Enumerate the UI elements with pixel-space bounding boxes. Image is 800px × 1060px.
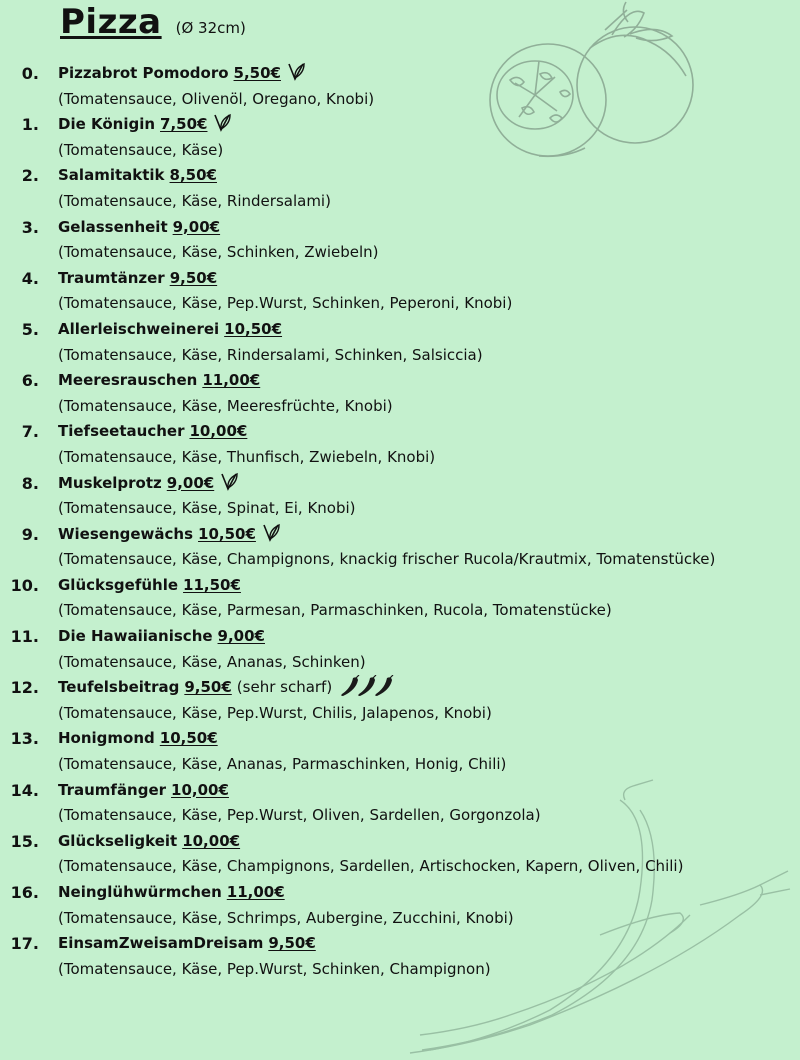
vegetarian-leaf-icon (218, 471, 240, 493)
item-name: Meeresrauschen (58, 371, 198, 390)
item-price: 11,50€ (183, 575, 241, 594)
item-description: (Tomatensauce, Käse, Parmesan, Parmaschinken, Rucola, Tomatenstücke) (58, 601, 612, 620)
list-item (0, 624, 800, 675)
item-number: 0. (21, 64, 39, 83)
list-item (0, 215, 800, 266)
item-number: 12. (10, 678, 39, 698)
item-name: Pizzabrot Pomodoro (58, 64, 229, 82)
item-number: 15. (10, 831, 39, 851)
item-number: 14. (10, 780, 39, 800)
item-description: (Tomatensauce, Käse) (58, 140, 224, 159)
item-number: 4. (21, 268, 39, 288)
item-number: 13. (10, 729, 39, 749)
item-description: (Tomatensauce, Käse, Schrimps, Aubergine, Zucchini, Knobi) (58, 908, 514, 927)
item-name: Die Hawaiianische (58, 627, 213, 646)
item-price: 10,50€ (198, 524, 256, 543)
item-price: 11,00€ (202, 371, 261, 390)
item-description: (Tomatensauce, Käse, Ananas, Schinken) (58, 652, 366, 671)
list-item (0, 317, 800, 368)
item-name: Allerleischweinerei (58, 319, 220, 338)
item-name: Honigmond (58, 729, 155, 748)
pizza-size-note: (Ø 32cm) (175, 19, 246, 37)
list-item (0, 61, 800, 112)
item-description: (Tomatensauce, Käse, Pep.Wurst, Chilis, Jalapenos, Knobi) (58, 703, 492, 722)
menu-header (60, 2, 246, 42)
item-description: (Tomatensauce, Käse, Spinat, Ei, Knobi) (58, 499, 356, 518)
item-description: (Tomatensauce, Käse, Schinken, Zwiebeln) (58, 243, 379, 262)
item-name: Traumtänzer (58, 268, 165, 287)
item-price: 9,50€ (184, 678, 232, 697)
item-price: 11,00€ (226, 883, 285, 901)
list-item (0, 163, 800, 214)
item-name: Tiefseetaucher (58, 422, 185, 441)
item-number: 17. (10, 934, 39, 954)
item-description: (Tomatensauce, Käse, Champignons, Sardellen, Artischocken, Kapern, Oliven, Chili) (58, 857, 684, 876)
item-description: (Tomatensauce, Olivenöl, Oregano, Knobi) (58, 89, 375, 108)
item-price: 10,00€ (182, 831, 241, 850)
item-name: Gelassenheit (58, 217, 168, 236)
item-description: (Tomatensauce, Käse, Thunfisch, Zwiebeln, Knobi) (58, 447, 436, 466)
item-price: 9,50€ (169, 268, 218, 287)
item-description: (Tomatensauce, Käse, Pep.Wurst, Schinken, Peperoni, Knobi) (58, 294, 513, 313)
item-price: 10,50€ (159, 729, 218, 748)
list-item (0, 778, 800, 829)
list-item (0, 419, 800, 470)
list-item (0, 112, 800, 163)
item-name: Salamitaktik (58, 166, 165, 185)
list-item (0, 471, 800, 522)
list-item (0, 266, 800, 317)
item-description: (Tomatensauce, Käse, Pep.Wurst, Schinken, Champignon) (58, 959, 491, 978)
item-description: (Tomatensauce, Käse, Ananas, Parmaschinken, Honig, Chili) (58, 755, 507, 774)
pizza-menu-list (0, 61, 800, 982)
item-description: (Tomatensauce, Käse, Rindersalami) (58, 191, 331, 210)
item-number: 11. (10, 627, 39, 647)
item-price: 9,00€ (166, 473, 215, 492)
item-price: 5,50€ (233, 64, 281, 82)
item-number: 6. (21, 371, 39, 391)
item-name: Glückseligkeit (58, 831, 178, 850)
item-name: Muskelprotz (58, 473, 162, 492)
item-name: Die Königin (58, 115, 156, 134)
list-item (0, 573, 800, 624)
item-number: 16. (10, 883, 39, 902)
item-number: 1. (21, 115, 39, 135)
item-price: 8,50€ (169, 166, 217, 185)
item-price: 10,00€ (171, 780, 229, 799)
item-name: Neinglühwürmchen (58, 883, 222, 901)
list-item (0, 522, 800, 573)
item-number: 10. (10, 575, 39, 595)
vegetarian-leaf-icon (260, 522, 282, 544)
item-price: 9,50€ (268, 934, 316, 953)
item-description: (Tomatensauce, Käse, Pep.Wurst, Oliven, Sardellen, Gorgonzola) (58, 806, 541, 825)
item-description: (Tomatensauce, Käse, Champignons, knackig frischer Rucola/Krautmix, Tomatenstücke) (58, 550, 716, 569)
item-description: (Tomatensauce, Käse, Meeresfrüchte, Knobi) (58, 396, 393, 415)
item-number: 8. (21, 473, 39, 493)
item-price: 10,50€ (224, 319, 283, 338)
list-item (0, 829, 800, 880)
list-item (0, 931, 800, 982)
item-name: Wiesengewächs (58, 524, 194, 543)
item-name: Traumfänger (58, 780, 167, 799)
item-price: 9,00€ (172, 217, 221, 236)
list-item (0, 368, 800, 419)
item-price: 9,00€ (217, 627, 265, 646)
three-chili-peppers-icon (340, 675, 394, 697)
item-number: 3. (21, 217, 39, 237)
vegetarian-leaf-icon (285, 61, 307, 83)
item-name: EinsamZweisamDreisam (58, 934, 264, 953)
list-item (0, 726, 800, 777)
page-title: Pizza (60, 2, 162, 42)
item-number: 5. (21, 319, 39, 339)
item-name: Glücksgefühle (58, 575, 179, 594)
item-name: Teufelsbeitrag (58, 678, 180, 697)
spiciness-note: (sehr scharf) (236, 678, 333, 697)
item-number: 7. (21, 422, 39, 442)
item-description: (Tomatensauce, Käse, Rindersalami, Schinken, Salsiccia) (58, 345, 483, 364)
item-number: 2. (21, 166, 39, 186)
item-number: 9. (21, 524, 39, 544)
item-price: 10,00€ (189, 422, 248, 441)
list-item (0, 675, 800, 726)
list-item (0, 880, 800, 931)
vegetarian-leaf-icon (211, 112, 233, 134)
item-price: 7,50€ (160, 115, 208, 134)
